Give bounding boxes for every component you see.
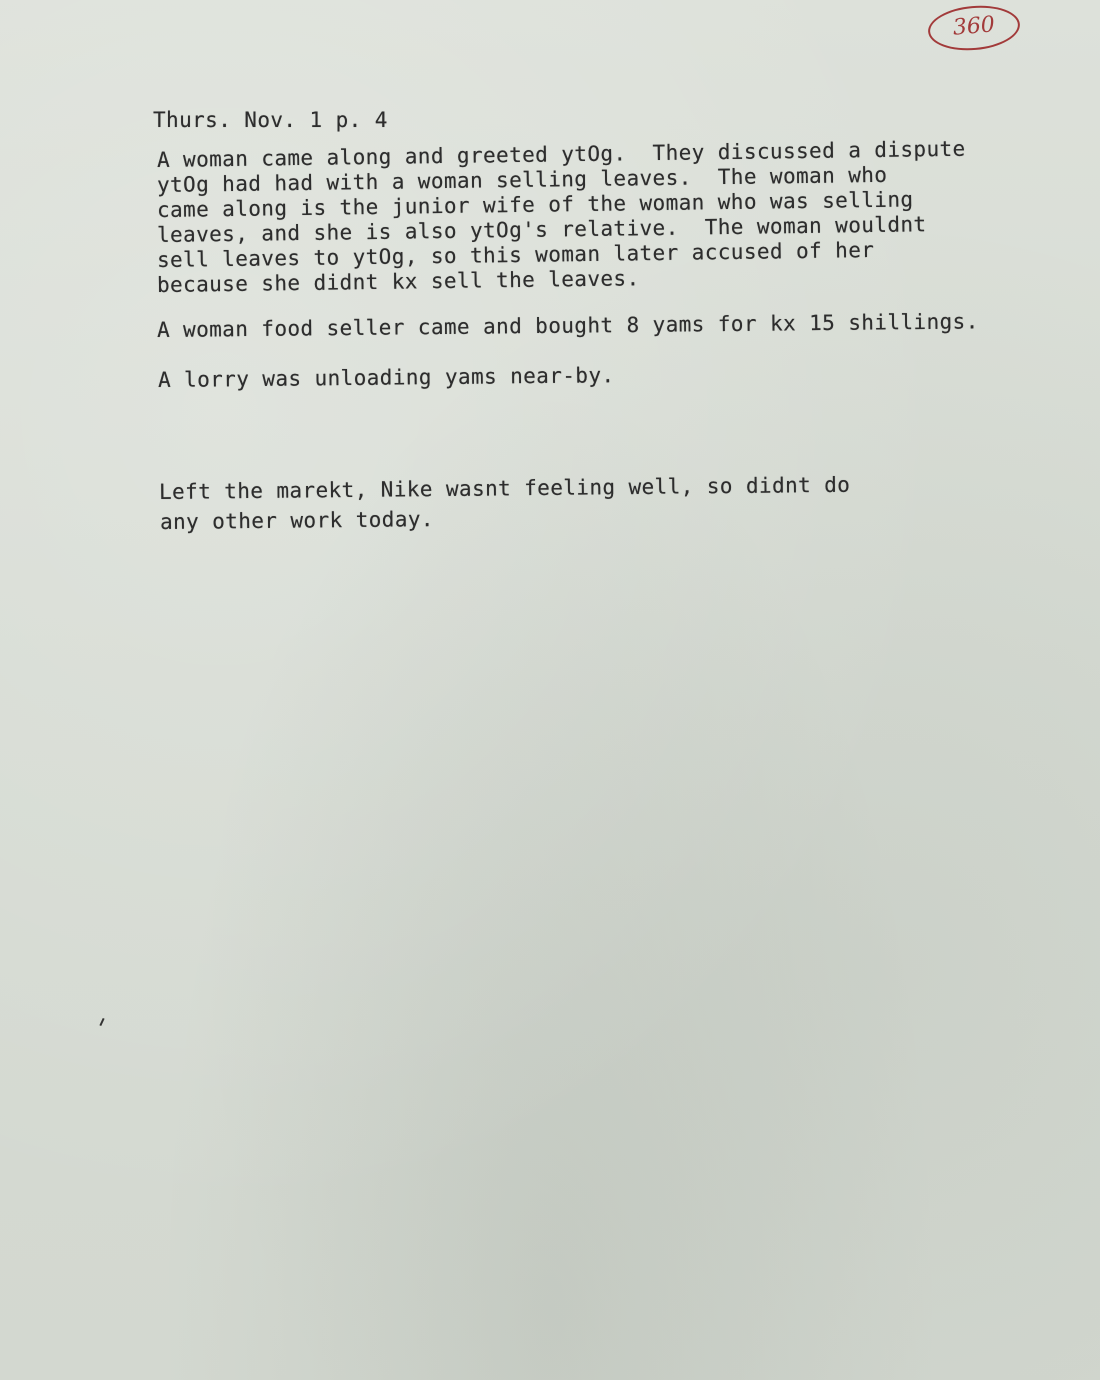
page-number-stamp bbox=[926, 2, 1021, 54]
paragraph-2-line-1: A woman food seller came and bought 8 yams for kx 15 shillings. bbox=[156, 309, 979, 342]
paper-speck bbox=[99, 1018, 104, 1026]
paragraph-1-line-1: A woman came along and greeted ytOg. They discussed a dispute bbox=[156, 136, 966, 172]
paragraph-4-line-1: Left the marekt, Nike wasnt feeling well, so didnt do bbox=[158, 472, 851, 504]
paragraph-1-line-5: sell leaves to ytOg, so this woman later accused of her bbox=[156, 237, 875, 272]
paragraph-1-line-4: leaves, and she is also ytOg's relative. The woman wouldnt bbox=[156, 212, 927, 247]
heading: Thurs. Nov. 1 p. 4 bbox=[153, 108, 388, 132]
paragraph-1-line-6: because she didnt kx sell the leaves. bbox=[156, 266, 640, 297]
page-number: 360 bbox=[951, 12, 996, 41]
paragraph-1-line-2: ytOg had had with a woman selling leaves. The woman who bbox=[156, 162, 888, 197]
paragraph-4-line-2: any other work today. bbox=[159, 507, 435, 534]
paragraph-3-line-1: A lorry was unloading yams near-by. bbox=[157, 363, 615, 392]
paragraph-1-line-3: came along is the junior wife of the woman who was selling bbox=[156, 187, 914, 222]
